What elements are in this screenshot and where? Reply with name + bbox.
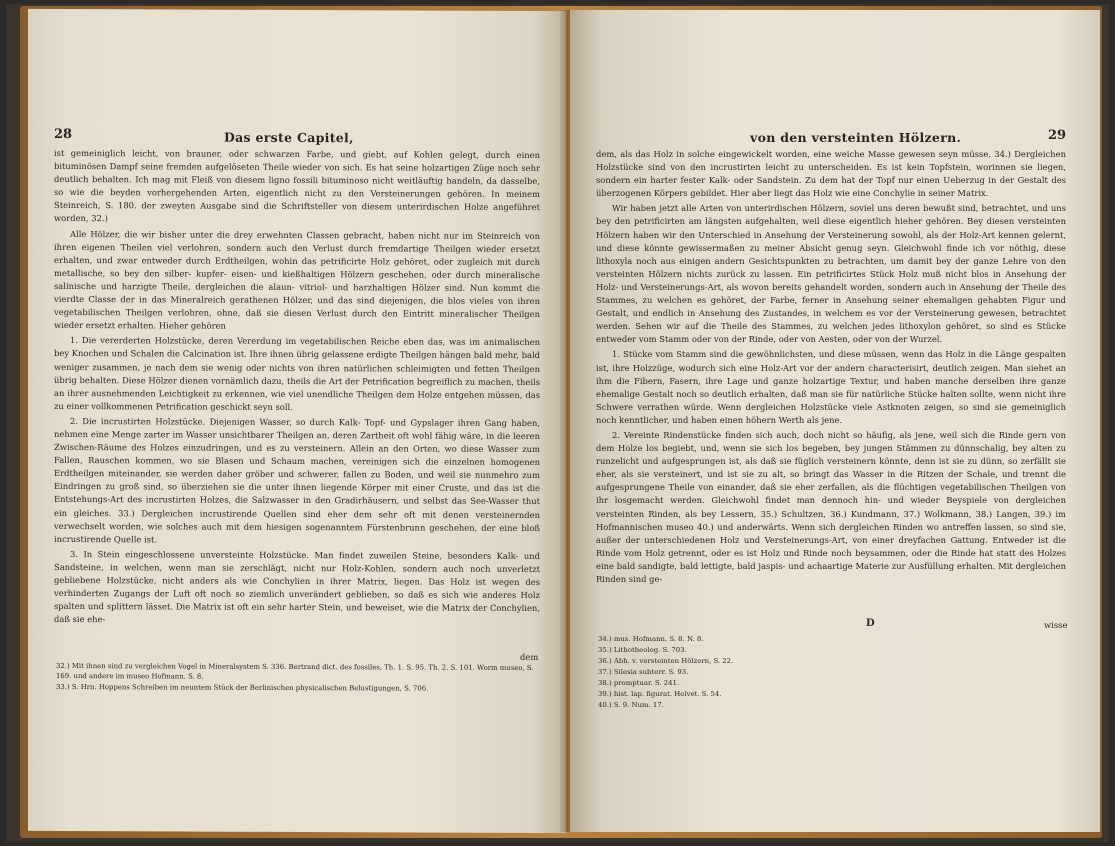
- right-footnote-38: 38.) promptuar. S. 241.: [598, 679, 680, 687]
- left-paragraph-5: 3. In Stein eingeschlossene unversteinte Holzstücke. Man findet zuweilen Steine, besonders Kalk- und Sandsteine, in welchen, wenn man sie zerschlägt, nicht nur Holz-Kohlen, sondern auch noch unverletzt gebliebene Holzstücke, nicht anders als wie Conchylien in ihrer Matrix, liegen. Das Holz ist wegen des verhinderten Zugangs der Luft oft noch so ziemlich unverändert geblieben, so daß es sich wie anderes Holz spalten und splittern lässet. Die Matrix ist oft ein sehr harter Stein, und beweiset, wie die Matrix der Conchylien, daß sie ehe-: [54, 548, 540, 625]
- left-footnote-32: 32.) Mit ihnen sind zu vergleichen Vogel in Mineralsystem S. 336. Bertrand dict. des fossiles, Th. 1. S. 95. Th. 2. S. 101. Worm museo, S. 169. und andere im museo Hofmann. S. 8.: [56, 661, 534, 681]
- left-page-number: 28: [54, 126, 73, 143]
- right-footnotes: [598, 634, 898, 711]
- right-footnote-40: 40.) S. 9. Num. 17.: [598, 701, 664, 709]
- right-footnote-39: 39.) hist. lap. figurat. Helvet. S. 54.: [598, 690, 722, 698]
- right-paragraph-2: Wir haben jetzt alle Arten von unterirdischen Hölzern, soviel uns deren bewußt sind, betrachtet, und uns bey den petrificirten am längsten aufgehalten, weil diese eigentlich hieher gehören. Bey diesen versteinten Hölzern haben wir den Unterschied in Ansehung der Versteinerung sowohl, als der Holz-Art kennen gelernt, und diese könnte gewissermaßen zu meiner Absicht genug seyn. Gleichwohl finde ich vor nöthig, diese lithoxyla noch aus einigen andern Gesichtspunkten zu betrachten, um damit bey der ganze Lehre von den versteinten Hölzern nichts zurück zu lassen. Ein petrificirtes Stück Holz muß nicht blos in Ansehung der Holz- und Versteinerungs-Art, als wovon bereits gehandelt worden, sondern auch in Ansehung der Theile des Stammes, zu welchen es gehöret, der Farbe, ferner in Ansehung seiner ehemaligen gehabten Figur und Gestalt, und endlich in Ansehung des Zustandes, in welchem es vor der Versteinerung gewesen, betrachtet werden. Sehen wir auf die Theile des Stammes, zu welchen jedes lithoxylon gehöret, so sind es Stücke entweder vom Stamm oder von der Rinde, oder von Aesten, oder von der Wurzel.: [596, 203, 1066, 345]
- left-footnote-33: 33.) S. Hrn. Hoppens Schreiben im neuntem Stück der Berlinischen physicalischen Belustigungen, S. 706.: [56, 682, 429, 693]
- left-running-head: Das erste Capitel,: [224, 129, 354, 146]
- left-paragraph-4: 2. Die incrustirten Holzstücke. Diejenigen Wasser, so durch Kalk- Topf- und Gypslager ihren Gang haben, nehmen eine Menge zarter im Wasser unsichtbarer Theilgen an, deren Zartheit oft wohl fähig wäre, in die leeren Zwischen-Räume des Holzes einzudringen, und es zu versteinern. Allein an den Orten, wo diese Wasser zum Fallen, Rauschen kommen, wo sie Blasen und Schaum machen, vereinigen sich die einzelnen homogenen Erdtheilgen miteinander, sie werden daher gröber und schwerer, fallen zu Boden, und weil sie nunmehro zum Eindringen zu groß sind, so überziehen sie die unter ihnen liegende Körper mit einer Cruste, und das ist die Entstehungs-Art des incrustirten Holzes, die Salzwasser in den Gradirhäusern, und selbst das See-Wasser thut ein gleiches. 33.) Dergleichen incrustirende Quellen sind eher dem sehr oft mit denen versteinernden verwechselt worden, wie solches auch mit dem hiesigen sogenanntem Fürstenbrunn geschehen, der eine bloß incrustirende Quelle ist.: [54, 415, 540, 545]
- right-paragraph-3: 1. Stücke vom Stamm sind die gewöhnlichsten, und diese müssen, wenn das Holz in die Länge gespalten ist, ihre Holzzüge, wodurch sich eine Holz-Art vor der andern characterisirt, deutlich zeigen. Man siehet an ihm die Fibern, Fasern, ihre Lage und ganze holzartige Textur, und haben manche derselben ihre ganze ehemalige Gestalt noch so deutlich erhalten, daß man sie für natürliche Stücke halten sollte, wenn nicht ihre Schwere verrathen würde. Wenn dergleichen Holzstücke viele Astknoten zeigen, so sind sie gemeiniglich noch kenntlicher, und haben einen höhern Werth als jene.: [596, 349, 1066, 425]
- right-page-number: 29: [1048, 128, 1067, 143]
- right-page: [570, 10, 1100, 832]
- right-signature-mark: D: [866, 618, 875, 629]
- left-page: [28, 9, 566, 833]
- right-footnote-36: 36.) Abh. v. versteinten Hölzern, S. 22.: [598, 657, 734, 665]
- right-body-text: [596, 148, 1066, 588]
- left-paragraph-2: Alle Hölzer, die wir bisher unter die drey erwehnten Classen gebracht, haben nicht nur im Steinreich von ihren eigenen Theilen viel verlohren, sondern auch den Verlust durch fremdartige Theilgen wieder ersetzt erhalten, und zwar entweder durch Erdtheilgen, wohin das petrificirte Holz gehöret, oder zugleich mit durch metallische, so bey den silber- kupfer- eisen- und kießhaltigen Hölzern geschehen, oder durch mineralische salinische und harzigte Theile, dergleichen die alaun- vitriol- und harzhaltigen Hölzer sind. Nun kommt die vierdte Classe der in das Mineralreich gerathenen Hölzer, und das sind diejenigen, die blos vieles von ihren vegetabilischen Theilgen verlohren, ohne, daß sie diesen Verlust durch den Eintritt mineralischer Theilgen wieder ersetzt erhalten. Hieher gehören: [54, 228, 540, 331]
- right-running-head: von den versteinten Hölzern.: [750, 130, 962, 145]
- left-paragraph-1: ist gemeiniglich leicht, von brauner, oder schwarzen Farbe, und giebt, auf Kohlen gelegt, durch einen bituminösen Dampf seine fremden aufgelöseten Theile wieder von sich. Es hat seine holzartigen Züge noch sehr deutlich behalten. Ich mag mit Fleiß von diesem ligno fossili bituminoso nicht weitläuftig handeln, da dasselbe, so wie die beyden vorhergehenden Arten, eigentlich nicht zu den Versteinerungen gehören. In meinem Steinreich, S. 180. der zweyten Ausgabe sind die Schriftsteller von diesem unterirdischen Holze angeführet worden, 32.): [54, 147, 540, 224]
- right-footnote-35: 35.) Lithotheolog. S. 703.: [598, 646, 687, 654]
- left-body-text: [54, 147, 540, 630]
- left-paragraph-3: 1. Die vererderten Holzstücke, deren Vererdung im vegetabilischen Reiche eben das, was im animalischen bey Knochen und Schalen die Calcination ist. Ihre ihnen übrig gelassene erdigte Theilgen hängen bald mehr, bald weniger zusammen, je nach dem sie wenig oder nichts von ihren natürlichen schleimigten und fetten Theilgen übrig behalten. Diese Hölzer dienen vornämlich dazu, theils die Art der Petrification begreiflich zu machen, theils an ihrer ausnehmenden Leichtigkeit zu erkennen, wie viel unendliche Theilgen dem Holze entgehen müssen, das zu einer vollkommenen Petrification geschickt seyn soll.: [54, 335, 540, 412]
- right-paragraph-1: dem, als das Holz in solche eingewickelt worden, eine weiche Masse gewesen seyn müsse. 34.) Dergleichen Holzstücke sind von den incrustirten leicht zu unterscheiden. Es ist kein Topfstein, worinnen sie liegen, sondern ein harter fester Kalk- oder Sandstein. Zu dem hat der Topf nur einen Ueberzug in der Gestalt des überzogenen Körpers gebildet. Hier aber liegt das Holz wie eine Conchylie in seiner Matrix.: [596, 149, 1066, 199]
- left-catchword: dem: [520, 651, 539, 663]
- right-catchword: wisse: [1044, 620, 1068, 630]
- right-paragraph-4: 2. Vereinte Rindenstücke finden sich auch, doch nicht so häufig, als jene, weil sich die Rinde gern von dem Holze los begiebt, und, wenn sie sich los begeben, bey jungen Stämmen zu dünnschalig, bey alten zu runzelicht und aufgesprungen ist, als daß sie füglich versteinern könnte, denn ist sie zu dünn, so zerfällt sie eher, als sie versteinert, und ist sie zu alt, so bringt das Wasser in die Ritzen der Schale, und trennt die aufgesprungene Theile von einander, daß sie eher zerfallen, als die flüchtigen vegetabilischen Theilgen von ihr losgemacht werden. Gleichwohl findet man dennoch hin- und wieder Beyspiele von dergleichen versteinten Rinden, als bey Lessern, 35.) Schultzen, 36.) Kundmann, 37.) Wolkmann, 38.) Langen, 39.) im Hofmannischen museo 40.) und anderwärts. Wenn sich dergleichen Rinden wo antreffen lassen, so sind sie, außer der unterschiedenen Holz und Versteinerungs-Art, von einer dreyfachen Gattung. Entweder ist die Rinde vom Holz getrennt, oder es ist Holz und Rinde noch beysammen, oder die Rinde hat statt des Holzes eine bald sandigte, bald lettigte, bald jaspis- und achaartige Materie zur Ausfüllung erhalten. Mit dergleichen Rinden sind ge-: [596, 429, 1066, 584]
- right-footnote-34: 34.) mus. Hofmann. S. 8. N. 8.: [598, 635, 704, 643]
- left-footnotes: [56, 661, 540, 695]
- right-footnote-37: 37.) Silesia subterr. S. 93.: [598, 668, 689, 676]
